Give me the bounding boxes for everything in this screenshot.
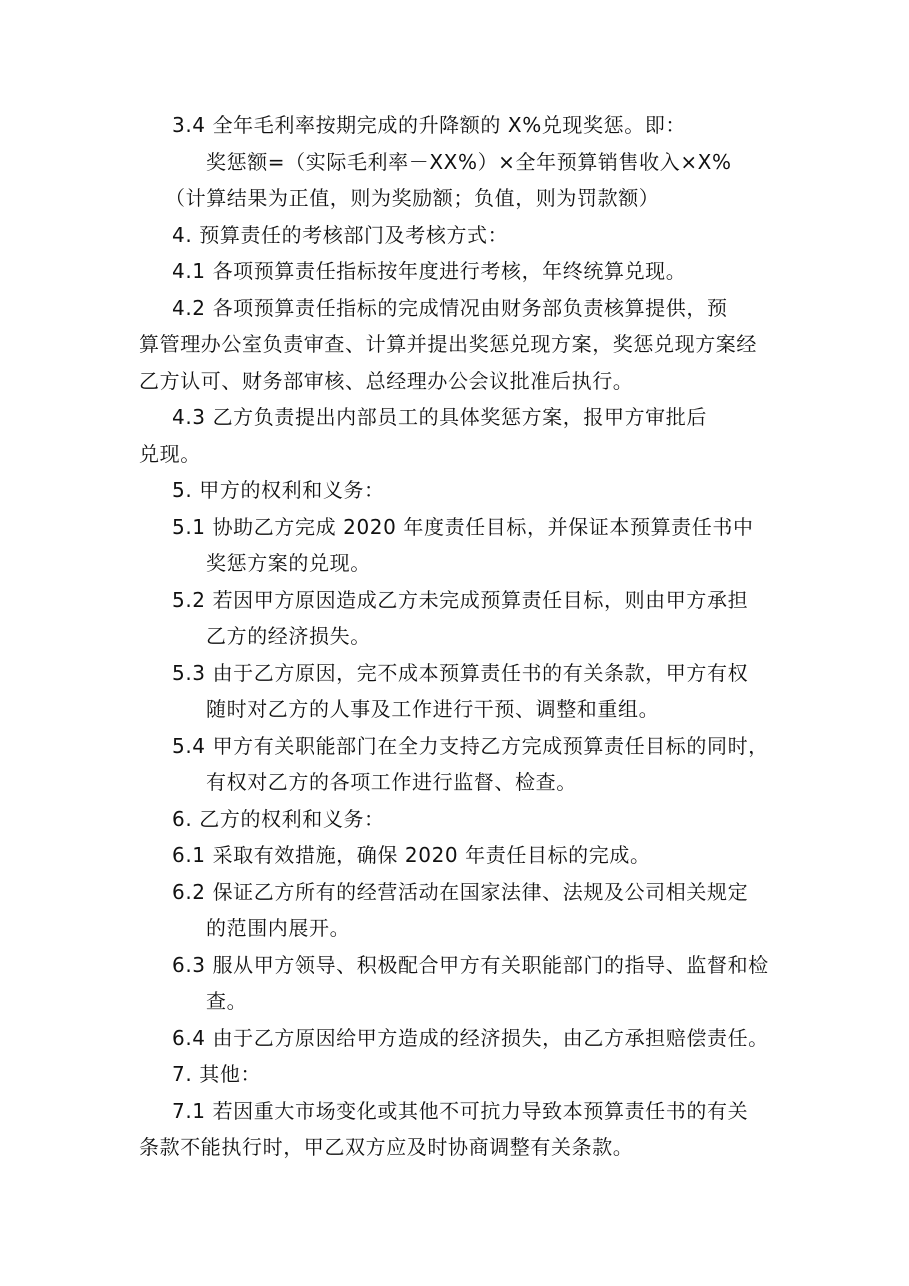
clause-5-2-line-2: 乙方的经济损失。 bbox=[206, 624, 371, 648]
clause-4-1-text: 4.1 各项预算责任指标按年度进行考核，年终统算兑现。 bbox=[172, 259, 687, 283]
clause-6-3-line-1: 6.3 服从甲方领导、积极配合甲方有关职能部门的指导、监督和检 bbox=[172, 953, 769, 977]
clause-4-2-line-2: 算管理办公室负责审查、计算并提出奖惩兑现方案，奖惩兑现方案经 bbox=[139, 332, 757, 356]
clause-5-2-line-1: 5.2 若因甲方原因造成乙方未完成预算责任目标，则由甲方承担 bbox=[172, 588, 749, 612]
clause-7-1-line-2: 条款不能执行时，甲乙双方应及时协商调整有关条款。 bbox=[139, 1135, 634, 1159]
clause-4-2-line-1: 4.2 各项预算责任指标的完成情况由财务部负责核算提供，预 bbox=[172, 296, 728, 320]
clause-6-1-text: 6.1 采取有效措施，确保 2020 年责任目标的完成。 bbox=[172, 843, 651, 867]
clause-6-3-line-2: 查。 bbox=[206, 989, 248, 1013]
clause-5-3-line-2: 随时对乙方的人事及工作进行干预、调整和重组。 bbox=[206, 697, 660, 721]
clause-3-4-text: 3.4 全年毛利率按期完成的升降额的 X%兑现奖惩。即： bbox=[172, 113, 687, 137]
clause-7-1-line-1: 7.1 若因重大市场变化或其他不可抗力导致本预算责任书的有关 bbox=[172, 1099, 749, 1123]
clause-4-3-line-1: 4.3 乙方负责提出内部员工的具体奖惩方案，报甲方审批后 bbox=[172, 405, 707, 429]
section-4-heading: 4. 预算责任的考核部门及考核方式： bbox=[172, 223, 509, 247]
clause-4-3-line-2: 兑现。 bbox=[139, 442, 201, 466]
section-7-heading: 7. 其他： bbox=[172, 1062, 262, 1086]
clause-5-1-line-2: 奖惩方案的兑现。 bbox=[206, 551, 371, 575]
formula-note: （计算结果为正值，则为奖励额；负值，则为罚款额） bbox=[165, 186, 660, 210]
section-5-heading: 5. 甲方的权利和义务： bbox=[172, 478, 385, 502]
clause-6-2-line-1: 6.2 保证乙方所有的经营活动在国家法律、法规及公司相关规定 bbox=[172, 880, 749, 904]
clause-5-1-line-1: 5.1 协助乙方完成 2020 年度责任目标，并保证本预算责任书中 bbox=[172, 515, 754, 539]
section-6-heading: 6. 乙方的权利和义务： bbox=[172, 807, 385, 831]
formula-line: 奖惩额=（实际毛利率－XX%）×全年预算销售收入×X% bbox=[206, 150, 732, 174]
clause-6-4-text: 6.4 由于乙方原因给甲方造成的经济损失，由乙方承担赔偿责任。 bbox=[172, 1026, 769, 1050]
clause-5-3-line-1: 5.3 由于乙方原因，完不成本预算责任书的有关条款，甲方有权 bbox=[172, 661, 749, 685]
clause-5-4-line-1: 5.4 甲方有关职能部门在全力支持乙方完成预算责任目标的同时， bbox=[172, 734, 769, 758]
clause-5-4-line-2: 有权对乙方的各项工作进行监督、检查。 bbox=[206, 770, 577, 794]
clause-6-2-line-2: 的范围内展开。 bbox=[206, 916, 351, 940]
clause-4-2-line-3: 乙方认可、财务部审核、总经理办公会议批准后执行。 bbox=[139, 369, 634, 393]
